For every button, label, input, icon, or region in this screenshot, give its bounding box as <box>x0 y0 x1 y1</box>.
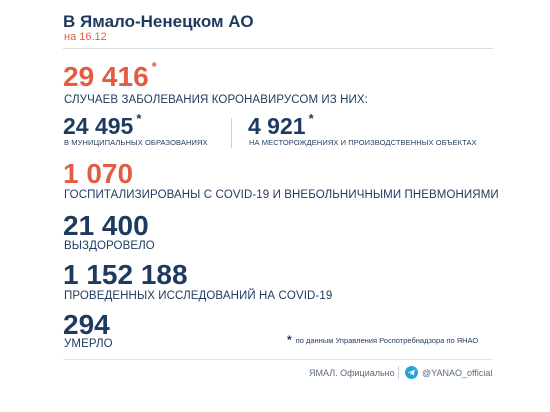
total-cases-label: СЛУЧАЕВ ЗАБОЛЕВАНИЯ КОРОНАВИРУСОМ ИЗ НИХ: <box>64 94 368 106</box>
footnote <box>287 333 479 350</box>
hospitalized-value: 1 070 <box>63 158 134 189</box>
header-divider <box>63 48 493 49</box>
telegram-handle[interactable]: @YANAO_official <box>422 368 493 378</box>
report-date: на 16.12 <box>64 31 107 43</box>
municipal-value: 24 495 <box>63 113 134 139</box>
telegram-icon[interactable] <box>405 366 418 379</box>
municipal-star: * <box>136 111 142 126</box>
footer-separator <box>398 366 399 379</box>
footnote-star: * <box>287 333 292 347</box>
fields-value: 4 921 <box>248 113 306 139</box>
hospitalized-label: ГОСПИТАЛИЗИРОВАНЫ С COVID-19 И ВНЕБОЛЬНИЧНЫМИ ПНЕВМОНИЯМИ <box>64 189 499 201</box>
tests-label: ПРОВЕДЕННЫХ ИССЛЕДОВАНИЙ НА COVID-19 <box>64 290 333 302</box>
recovered-label: ВЫЗДОРОВЕЛО <box>64 240 155 252</box>
municipal-label: В МУНИЦИПАЛЬНЫХ ОБРАЗОВАНИЯХ <box>64 138 208 147</box>
total-cases-value: 29 416 <box>63 61 149 92</box>
tests-value: 1 152 188 <box>63 259 188 290</box>
region-title: В Ямало-Ненецком АО <box>63 12 254 31</box>
recovered-value: 21 400 <box>63 210 149 241</box>
fields-block <box>248 111 314 139</box>
municipal-block <box>63 111 142 139</box>
footnote-text: по данным Управления Роспотребнадзора по ЯНАО <box>295 336 479 345</box>
deaths-value: 294 <box>63 309 110 340</box>
fields-star: * <box>308 111 314 126</box>
footer-divider <box>63 359 493 360</box>
stats-vertical-divider <box>231 118 232 148</box>
fields-label: НА МЕСТОРОЖДЕНИЯХ И ПРОИЗВОДСТВЕННЫХ ОБЪЕКТАХ <box>249 138 477 147</box>
deaths-label: УМЕРЛО <box>64 338 113 350</box>
total-cases-star: * <box>151 59 157 74</box>
footer-source: ЯМАЛ. Официально <box>309 368 395 378</box>
total-cases-block <box>63 59 157 92</box>
